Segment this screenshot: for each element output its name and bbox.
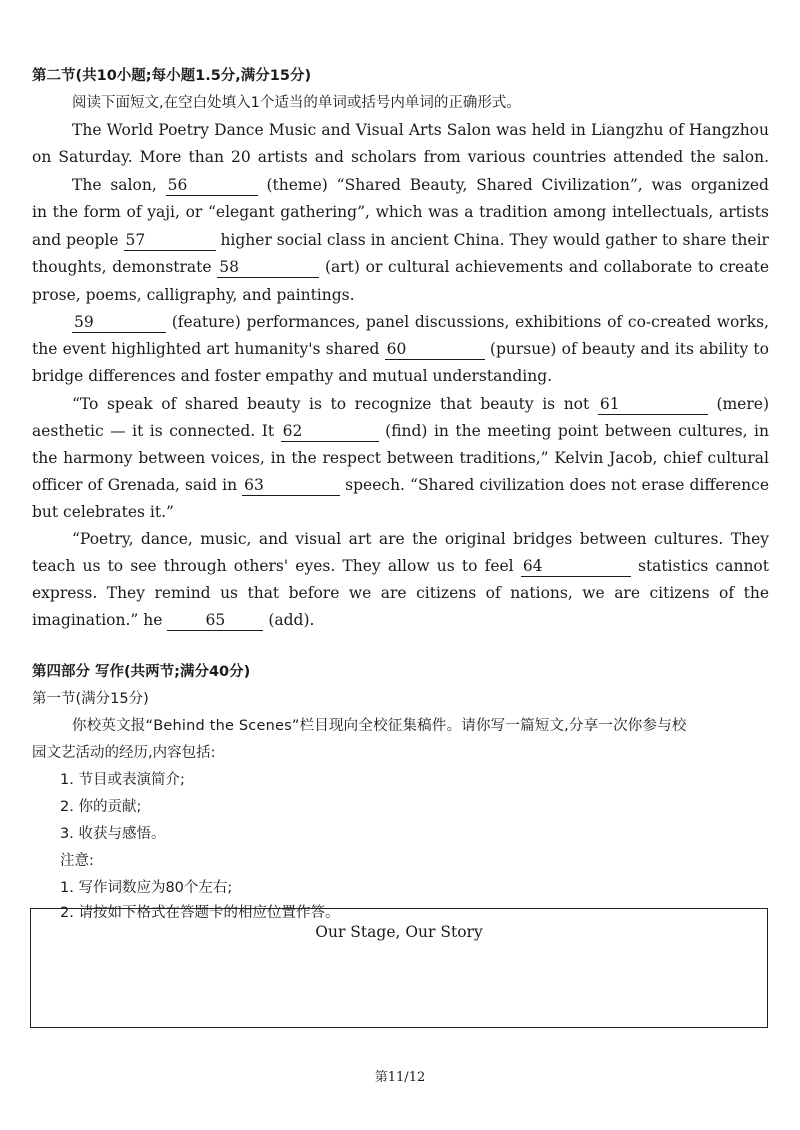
passage-line: The salon, 56 (theme) “Shared Beauty, Shared Civilization”, was organized: [72, 176, 769, 194]
blank-58: 58: [217, 257, 319, 278]
blank-56: 56: [166, 175, 258, 196]
blank-65: 65: [167, 610, 263, 631]
sub-header: 第一节(满分15分): [32, 691, 149, 707]
section-instruction: 阅读下面短文,在空白处填入1个适当的单词或括号内单词的正确形式。: [72, 95, 521, 111]
part-header: 第四部分 写作(共两节;满分40分): [32, 664, 251, 680]
note-item: 2. 请按如下格式在答题卡的相应位置作答。: [60, 905, 340, 921]
passage-line: “To speak of shared beauty is to recognize that beauty is not 61 (mere): [72, 395, 769, 413]
answer-box-title: Our Stage, Our Story: [315, 923, 483, 941]
passage-line: aesthetic — it is connected. It 62 (find) in the meeting point between cultures, in: [32, 422, 769, 440]
passage-line: bridge differences and foster empathy and mutual understanding.: [32, 367, 553, 385]
passage-line: on Saturday. More than 20 artists and scholars from various countries attended the salon.: [32, 148, 769, 166]
passage-line: teach us to see through others' eyes. They allow us to feel 64 statistics cannot: [32, 557, 769, 575]
passage-line: express. They remind us that before we are citizens of nations, we are citizens of the: [32, 584, 769, 602]
section-header: 第二节(共10小题;每小题1.5分,满分15分): [32, 68, 312, 84]
blank-62: 62: [281, 421, 379, 442]
note-item: 1. 写作词数应为80个左右;: [60, 880, 233, 896]
blank-59: 59: [72, 312, 166, 333]
prompt-line: 园文艺活动的经历,内容包括:: [32, 745, 216, 761]
passage-line: in the form of yaji, or “elegant gathering”, which was a tradition among intellectuals, artists: [32, 203, 769, 221]
passage-line: the event highlighted art humanity's shared 60 (pursue) of beauty and its ability to: [32, 340, 769, 358]
passage-line: imagination.” he 65 (add).: [32, 611, 315, 629]
passage-line: the harmony between voices, in the respect between traditions,” Kelvin Jacob, chief cultural: [32, 449, 769, 467]
content-item: 2. 你的贡献;: [60, 799, 142, 815]
content-item: 3. 收获与感悟。: [60, 826, 166, 842]
passage-line: but celebrates it.”: [32, 503, 174, 521]
passage-line: prose, poems, calligraphy, and paintings.: [32, 286, 355, 304]
blank-63: 63: [242, 475, 340, 496]
passage-line: “Poetry, dance, music, and visual art are the original bridges between cultures. They: [72, 530, 769, 548]
note-label: 注意:: [60, 853, 94, 869]
passage-line: officer of Grenada, said in 63 speech. “Shared civilization does not erase difference: [32, 476, 769, 494]
blank-61: 61: [598, 394, 708, 415]
blank-57: 57: [124, 230, 216, 251]
page-number: 第11/12: [374, 1070, 426, 1085]
passage-line: 59 (feature) performances, panel discussions, exhibitions of co-created works,: [74, 313, 769, 331]
blank-64: 64: [521, 556, 631, 577]
answer-box: [30, 908, 768, 1028]
content-item: 1. 节目或表演简介;: [60, 772, 185, 788]
passage-line: and people 57 higher social class in ancient China. They would gather to share their: [32, 231, 769, 249]
passage-line: The World Poetry Dance Music and Visual Arts Salon was held in Liangzhu of Hangzhou: [72, 121, 769, 139]
prompt-line: 你校英文报“Behind the Scenes”栏目现向全校征集稿件。请你写一篇短文,分享一次你参与校: [72, 718, 687, 734]
blank-60: 60: [385, 339, 485, 360]
passage-line: thoughts, demonstrate 58 (art) or cultural achievements and collaborate to create: [32, 258, 769, 276]
